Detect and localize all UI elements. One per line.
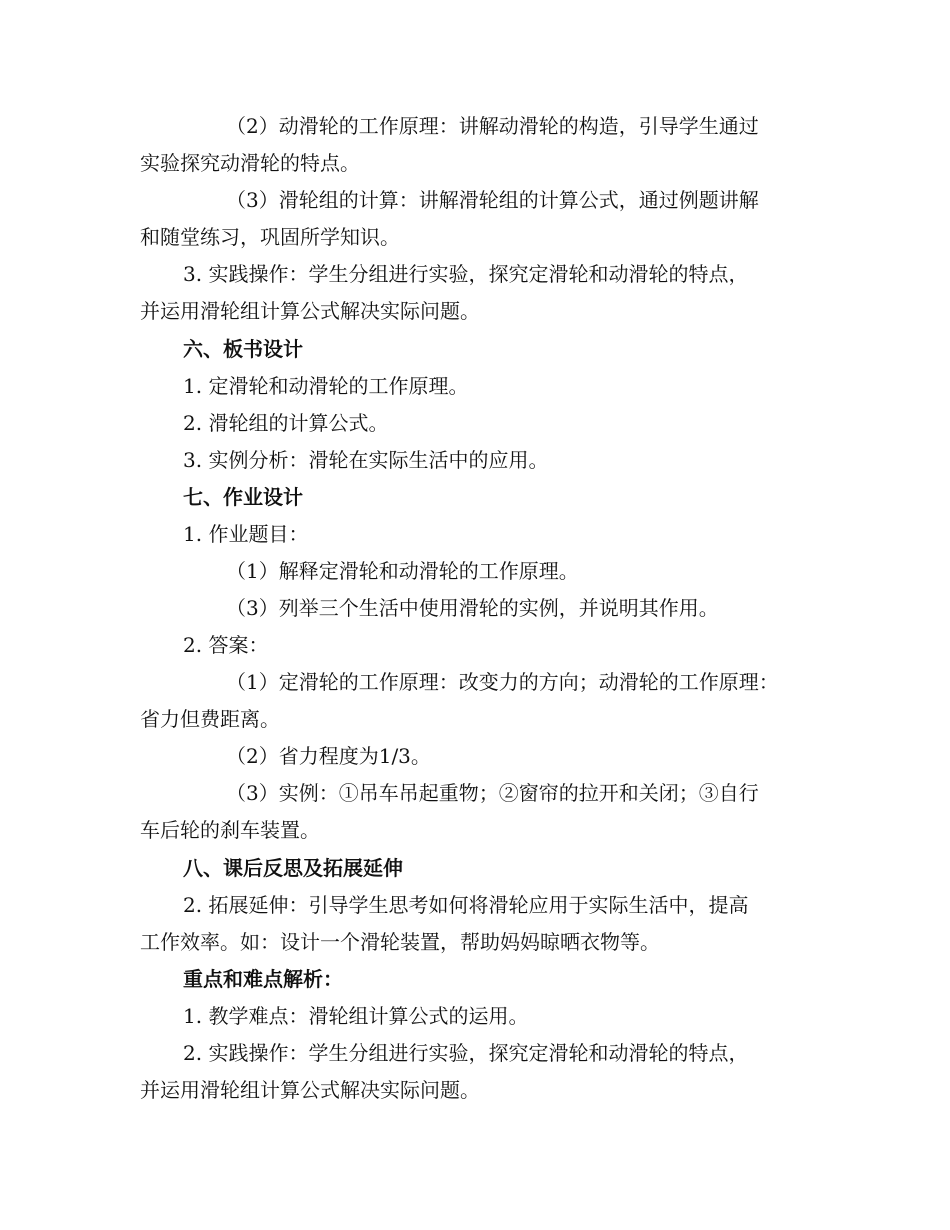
section-heading: 重点和难点解析： <box>183 967 343 991</box>
body-text: 省力但费距离。 <box>140 707 280 731</box>
section-heading: 七、作业设计 <box>183 485 303 509</box>
body-text: 实验探究动滑轮的特点。 <box>140 151 360 175</box>
section-heading: 六、板书设计 <box>183 337 303 361</box>
body-text: 并运用滑轮组计算公式解决实际问题。 <box>140 299 480 323</box>
sub-list-item: （3）实例：①吊车吊起重物；②窗帘的拉开和关闭；③自行 <box>226 781 759 805</box>
list-item: 1. 作业题目： <box>183 522 309 546</box>
sub-list-item: （1）解释定滑轮和动滑轮的工作原理。 <box>226 559 579 583</box>
body-text: 车后轮的刹车装置。 <box>140 818 320 842</box>
list-item: 3. 实例分析：滑轮在实际生活中的应用。 <box>183 448 549 472</box>
list-item: 1. 定滑轮和动滑轮的工作原理。 <box>183 374 469 398</box>
sub-list-item: （3）列举三个生活中使用滑轮的实例，并说明其作用。 <box>226 596 719 620</box>
section-heading: 八、课后反思及拓展延伸 <box>183 856 403 880</box>
body-text: （2）动滑轮的工作原理：讲解动滑轮的构造，引导学生通过 <box>226 114 759 138</box>
body-text: （3）滑轮组的计算：讲解滑轮组的计算公式，通过例题讲解 <box>226 188 759 212</box>
list-item: 2. 拓展延伸：引导学生思考如何将滑轮应用于实际生活中，提高 <box>183 893 749 917</box>
list-item: 2. 答案： <box>183 633 269 657</box>
sub-list-item: （1）定滑轮的工作原理：改变力的方向；动滑轮的工作原理： <box>226 670 779 694</box>
body-text: 并运用滑轮组计算公式解决实际问题。 <box>140 1078 480 1102</box>
list-item: 2. 实践操作：学生分组进行实验，探究定滑轮和动滑轮的特点， <box>183 1041 749 1065</box>
body-text: 3. 实践操作：学生分组进行实验，探究定滑轮和动滑轮的特点， <box>183 262 749 286</box>
body-text: 工作效率。如：设计一个滑轮装置，帮助妈妈晾晒衣物等。 <box>140 930 660 954</box>
list-item: 2. 滑轮组的计算公式。 <box>183 411 389 435</box>
body-text: 和随堂练习，巩固所学知识。 <box>140 225 400 249</box>
list-item: 1. 教学难点：滑轮组计算公式的运用。 <box>183 1004 529 1028</box>
sub-list-item: （2）省力程度为1/3。 <box>226 744 431 768</box>
